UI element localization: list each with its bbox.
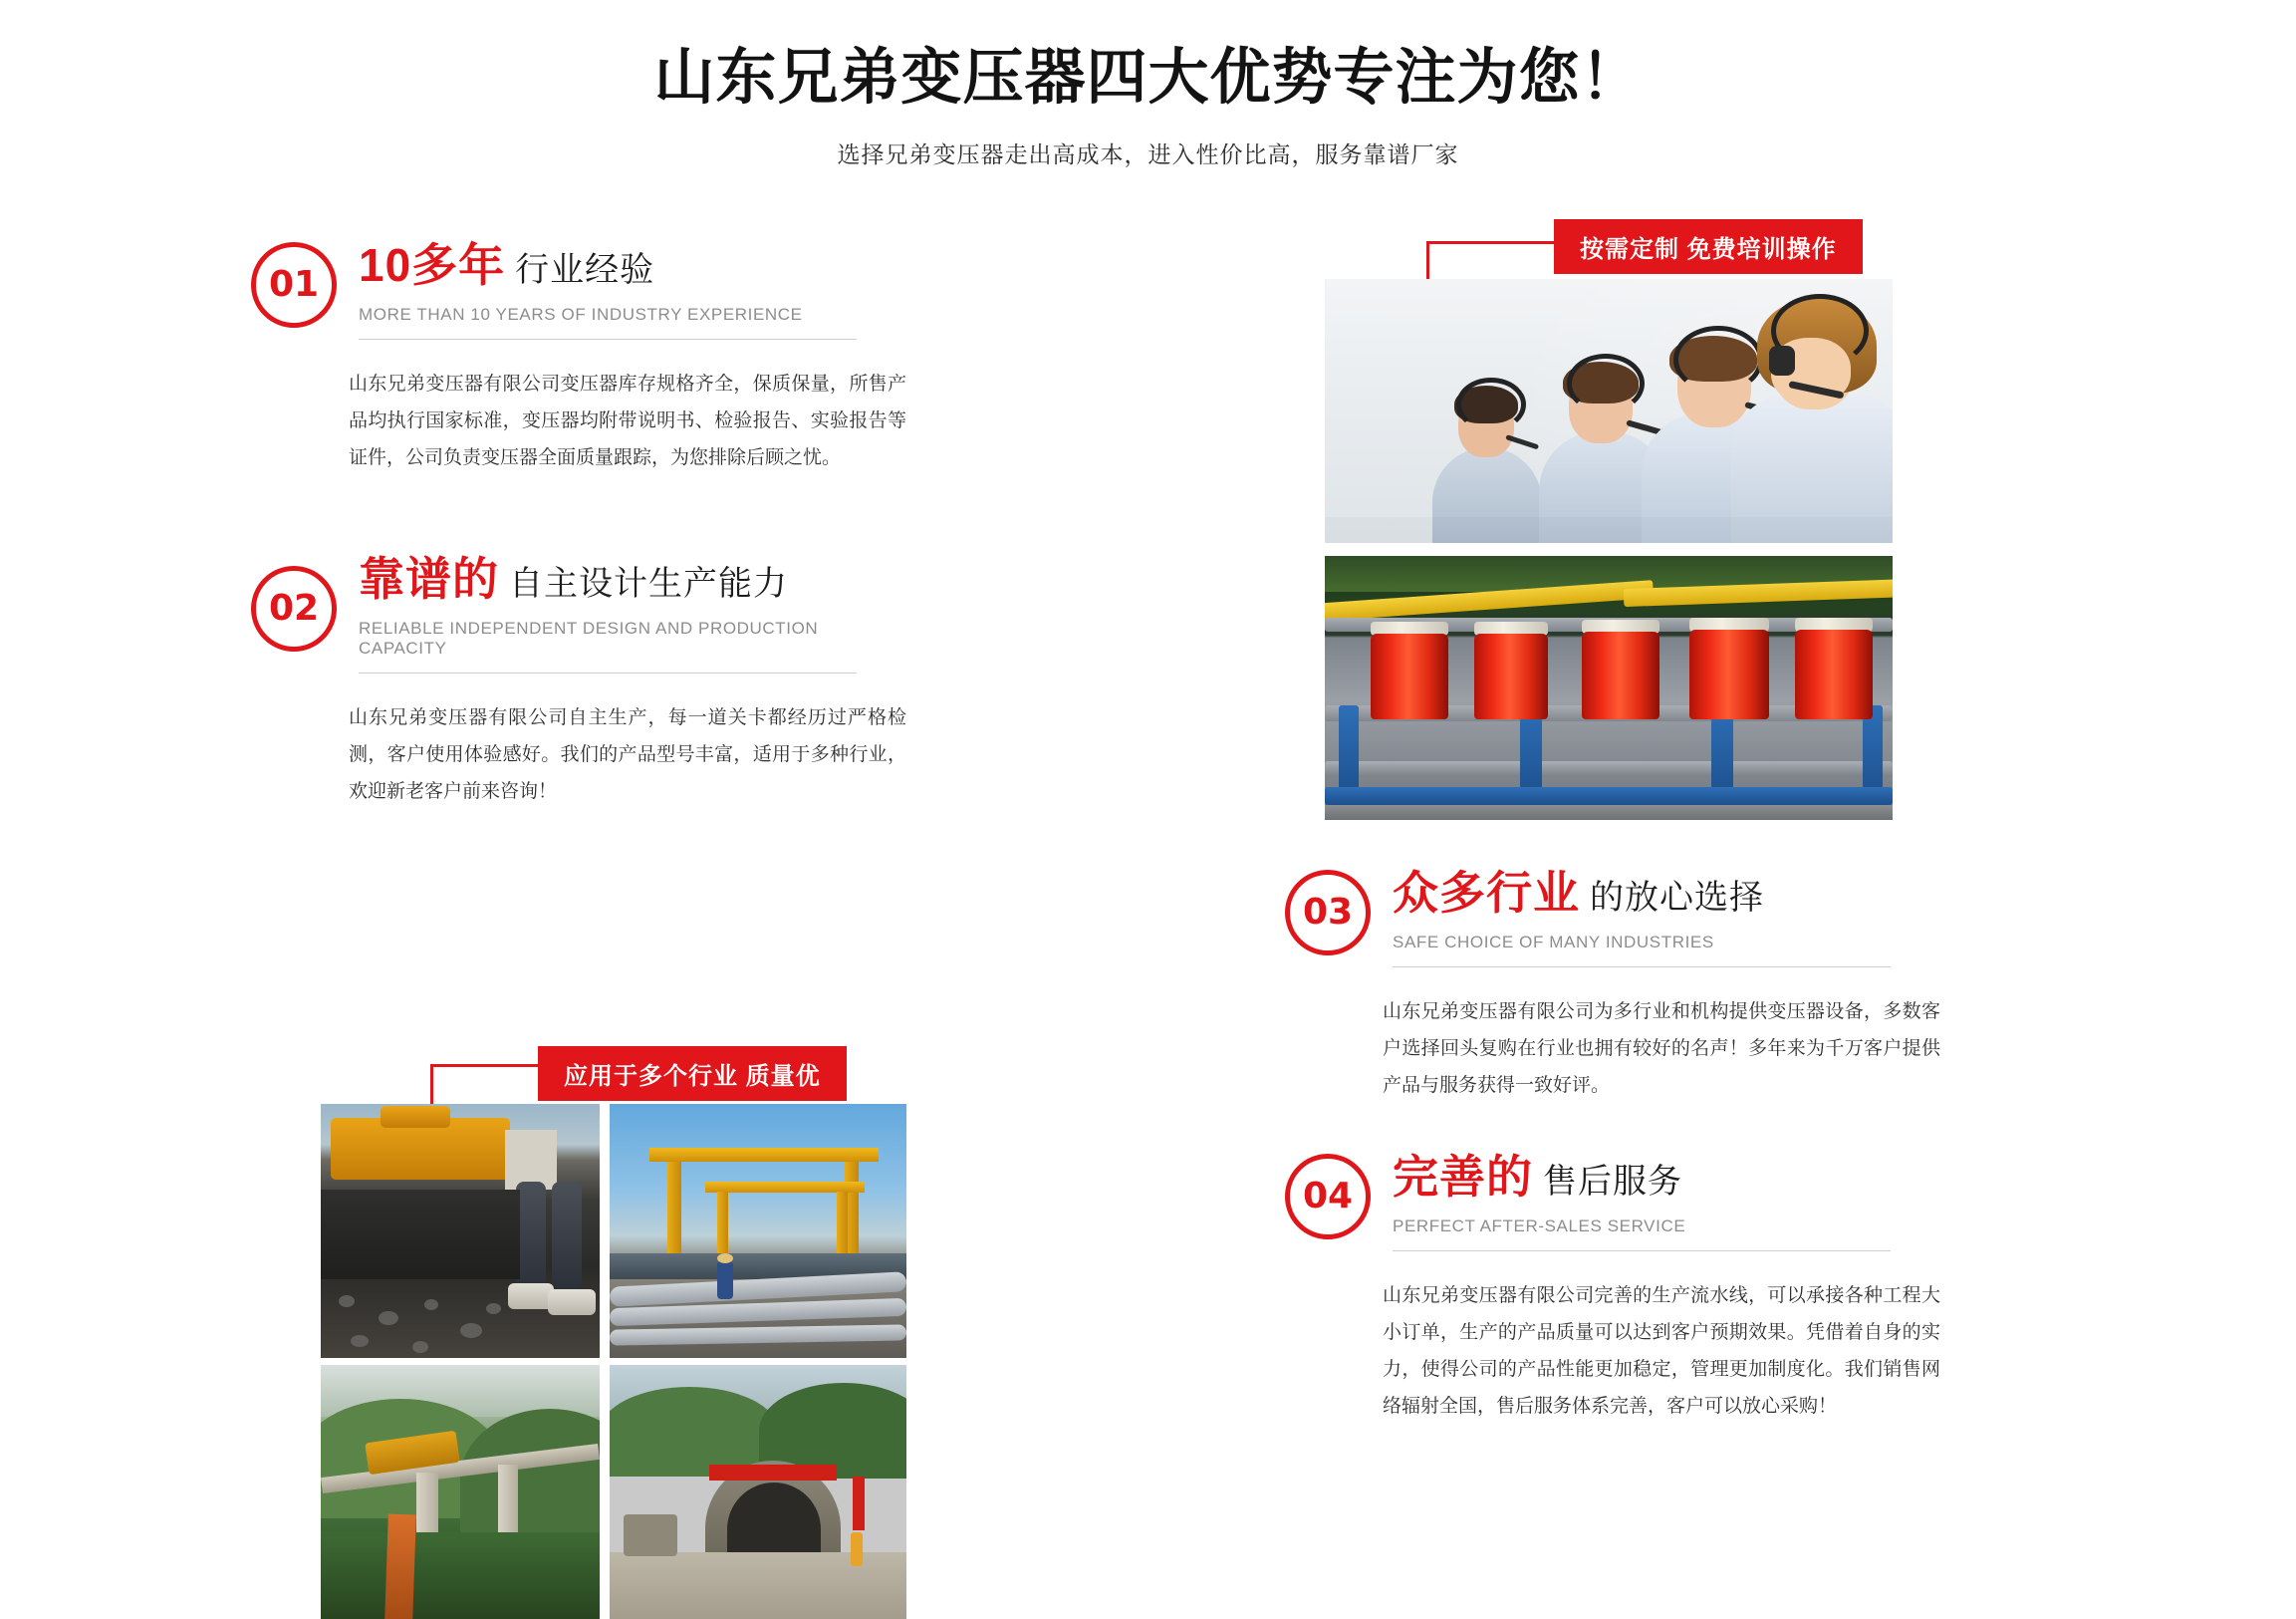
feature-block-04 xyxy=(1285,1141,1942,1425)
photo-transformer xyxy=(1325,556,1893,820)
feature-03-title-red: 众多行业 xyxy=(1393,867,1580,920)
page-header xyxy=(0,0,2296,169)
photo-mountain-bridge xyxy=(321,1365,600,1619)
feature-02-title-en: RELIABLE INDEPENDENT DESIGN AND PRODUCTION CAPACITY xyxy=(359,619,857,674)
feature-02-head xyxy=(251,543,908,674)
photo-call-center xyxy=(1325,279,1893,543)
photo-tunnel xyxy=(610,1365,906,1619)
feature-04-title-red: 完善的 xyxy=(1393,1151,1533,1204)
feature-01-title-en: MORE THAN 10 YEARS OF INDUSTRY EXPERIENCE xyxy=(359,305,857,340)
feature-04-number: 04 xyxy=(1285,1154,1371,1239)
feature-01-number: 01 xyxy=(251,242,337,328)
page-title: 山东兄弟变压器四大优势专注为您！ xyxy=(653,43,1643,111)
feature-04-title-dark: 售后服务 xyxy=(1543,1163,1682,1202)
feature-block-02 xyxy=(251,543,908,810)
feature-03-number: 03 xyxy=(1285,870,1371,955)
feature-04-title-en: PERFECT AFTER-SALES SERVICE xyxy=(1393,1216,1891,1251)
feature-block-01 xyxy=(251,229,908,476)
feature-02-body: 山东兄弟变压器有限公司自主生产，每一道关卡都经历过严格检测，客户使用体验感好。我们的产品型号丰富，适用于多种行业，欢迎新老客户前来咨询！ xyxy=(349,707,906,803)
tag-bottom-left: 应用于多个行业 质量优 xyxy=(538,1046,847,1101)
feature-04-title-group xyxy=(1393,1141,1891,1251)
feature-02-number: 02 xyxy=(251,566,337,652)
feature-04-head xyxy=(1285,1141,1942,1251)
feature-02-title-red: 靠谱的 xyxy=(359,553,499,606)
feature-03-title-group xyxy=(1393,857,1891,967)
content-stage xyxy=(0,169,2296,1564)
photo-road-paving xyxy=(321,1104,600,1358)
feature-01-head xyxy=(251,229,908,340)
feature-03-head xyxy=(1285,857,1942,967)
feature-03-title-dark: 的放心选择 xyxy=(1590,879,1764,918)
operator-4 xyxy=(1731,299,1893,543)
feature-block-03 xyxy=(1285,857,1942,1104)
feature-01-title-red: 10多年 xyxy=(359,239,506,292)
feature-02-title-dark: 自主设计生产能力 xyxy=(509,565,788,604)
feature-01-title-group xyxy=(359,229,857,340)
feature-01-body: 山东兄弟变压器有限公司变压器库存规格齐全，保质保量，所售产品均执行国家标准，变压器均附带说明书、检验报告、实验报告等证件，公司负责变压器全面质量跟踪，为您排除后顾之忧。 xyxy=(349,374,906,469)
tag-top-right: 按需定制 免费培训操作 xyxy=(1554,219,1863,274)
feature-03-title-en: SAFE CHOICE OF MANY INDUSTRIES xyxy=(1393,933,1891,967)
tag-bottom-left-wrap xyxy=(538,1046,847,1101)
photo-gantry-crane xyxy=(610,1104,906,1358)
feature-01-title-dark: 行业经验 xyxy=(515,251,655,290)
page-subtitle: 选择兄弟变压器走出高成本，进入性价比高，服务靠谱厂家 xyxy=(837,141,1459,168)
feature-04-body: 山东兄弟变压器有限公司完善的生产流水线，可以承接各种工程大小订单，生产的产品质量可以达到客户预期效果。凭借着自身的实力，使得公司的产品性能更加稳定，管理更加制度化。我们销售网络辐射全国，售后服务体系完善，客户可以放心采购！ xyxy=(1383,1285,1940,1418)
feature-03-body: 山东兄弟变压器有限公司为多行业和机构提供变压器设备，多数客户选择回头复购在行业也拥有较好的名声！多年来为千万客户提供产品与服务获得一致好评。 xyxy=(1383,1001,1940,1097)
feature-02-title-group xyxy=(359,543,857,674)
tag-top-right-wrap xyxy=(1554,219,1863,274)
